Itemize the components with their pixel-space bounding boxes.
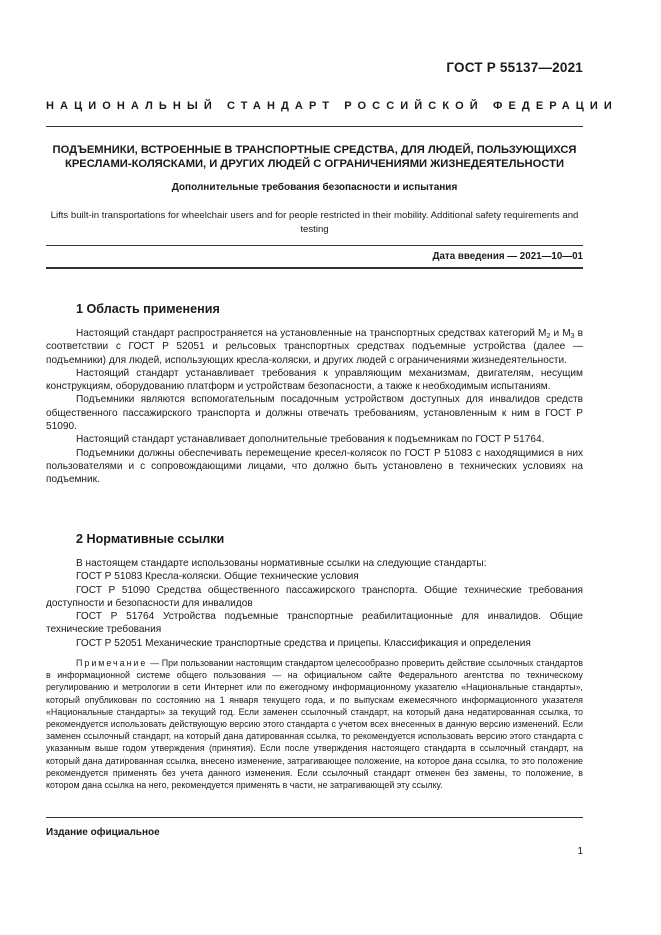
gost-number: ГОСТ Р 55137—2021: [446, 60, 583, 75]
p1-subscript-2: 3: [570, 333, 575, 340]
section-2-body: [46, 557, 583, 650]
section-1-paragraph-3: Подъемники являются вспомогательным посадочным устройством доступных для инвалидов средств общественного пассажирского транспорта и должны отвечать требованиям, установленным к ним в ГОСТ Р 51090.: [46, 394, 583, 433]
national-standard-heading: НАЦИОНАЛЬНЫЙ СТАНДАРТ РОССИЙСКОЙ ФЕДЕРАЦИИ: [46, 100, 618, 112]
p1-part-a: Настоящий стандарт распространяется на установленные на транспортных средствах категорий M: [76, 328, 547, 339]
p1-part-c: в соответствии с ГОСТ Р 52051 и рельсовых транспортных средствах подъемные устройства (далее — подъемники) для людей, использующих кресла-коляски, и других людей с ограничениями жизнедеятельности.: [46, 328, 584, 366]
footer-divider: [46, 817, 583, 818]
p1-part-b: и M: [550, 328, 571, 339]
reference-item: ГОСТ Р 51764 Устройства подъемные транспортные реабилитационные для инвалидов. Общие технические требования: [46, 611, 583, 636]
p1-subscript-1: 2: [546, 333, 551, 340]
section-1-paragraph-4: Настоящий стандарт устанавливает дополнительные требования к подъемникам по ГОСТ Р 51764.: [76, 434, 545, 446]
date-divider: [46, 267, 583, 269]
introduction-date: Дата введения — 2021—10—01: [432, 251, 583, 262]
note-label: Примечание: [76, 658, 148, 668]
reference-item: ГОСТ Р 51090 Средства общественного пассажирского транспорта. Общие технические требования доступности и безопасности для инвалидов: [46, 584, 583, 609]
document-title-en: Lifts built-in transportations for wheelchair users and for people restricted in their mobility. Additional safety requirements and testing: [50, 210, 579, 235]
reference-item: ГОСТ Р 51083 Кресла-коляски. Общие технические условия: [76, 571, 359, 583]
document-subtitle: Дополнительные требования безопасности и испытания: [171, 182, 458, 193]
section-1-paragraph-5: Подъемники должны обеспечивать перемещение кресел-колясок по ГОСТ Р 51083 с находящимися в них пользователями и с сопровождающими лицами, что должно быть установлено в технических условиях на подъемник.: [46, 447, 583, 486]
section-2-note: [46, 657, 583, 791]
reference-item: ГОСТ Р 52051 Механические транспортные средства и прицепы. Классификация и определения: [76, 637, 531, 649]
official-edition-label: Издание официальное: [46, 827, 160, 838]
section-2-intro: В настоящем стандарте использованы нормативные ссылки на следующие стандарты:: [76, 558, 487, 569]
section-1-paragraph-2: Настоящий стандарт устанавливает требования к управляющим механизмам, двигателям, несущим конструкциям, оборудованию платформ и устройствам безопасности, а также к необходимым испытаниям.: [46, 367, 583, 393]
page-number: 1: [577, 846, 583, 857]
section-1-paragraph-1: [46, 327, 583, 367]
document-title-ru: ПОДЪЕМНИКИ, ВСТРОЕННЫЕ В ТРАНСПОРТНЫЕ СРЕДСТВА, ДЛЯ ЛЮДЕЙ, ПОЛЬЗУЮЩИХСЯ КРЕСЛАМИ-КОЛЯСКАМИ, И ДРУГИХ ЛЮДЕЙ С ОГРАНИЧЕНИЯМИ ЖИЗНЕДЕЯТЕЛЬНОСТИ: [52, 144, 577, 170]
note-text: — При пользовании настоящим стандартом целесообразно проверить действие ссылочных стандартов в информационной системе общего пользования — на официальном сайте Федерального агентства по техническому регулированию и метрологии в сети Интернет или по ежегодному информационному указателю «Национальные стандарты», который опубликован по состоянию на 1 января текущего года, и по выпускам ежемесячного информационного указателя «Национальные стандарты» за текущий год. Если заменен ссылочный стандарт, на который дана недатированная ссылка, то рекомендуется использовать действующую версию этого стандарта с учетом всех внесенных в данную версию изменений. Если заменен ссылочный стандарт, на который дана датированная ссылка, то рекомендуется использовать версию этого стандарта с указанным выше годом утверждения (принятия). Если после утверждения настоящего стандарта в ссылочный стандарт, на который дана датированная ссылка, внесено изменение, затрагивающее положение, на которое дана ссылка, то это положение рекомендуется применять без учета данного изменения. Если ссылочный стандарт отменен без замены, то положение, в котором дана ссылка на него, рекомендуется применять в части, не затрагивающей эту ссылку.: [46, 658, 583, 791]
header-divider: [46, 126, 583, 127]
title-divider: [46, 245, 583, 246]
section-1-body: [46, 327, 583, 487]
section-1-heading: 1 Область применения: [76, 302, 220, 316]
section-2-heading: 2 Нормативные ссылки: [76, 532, 225, 546]
